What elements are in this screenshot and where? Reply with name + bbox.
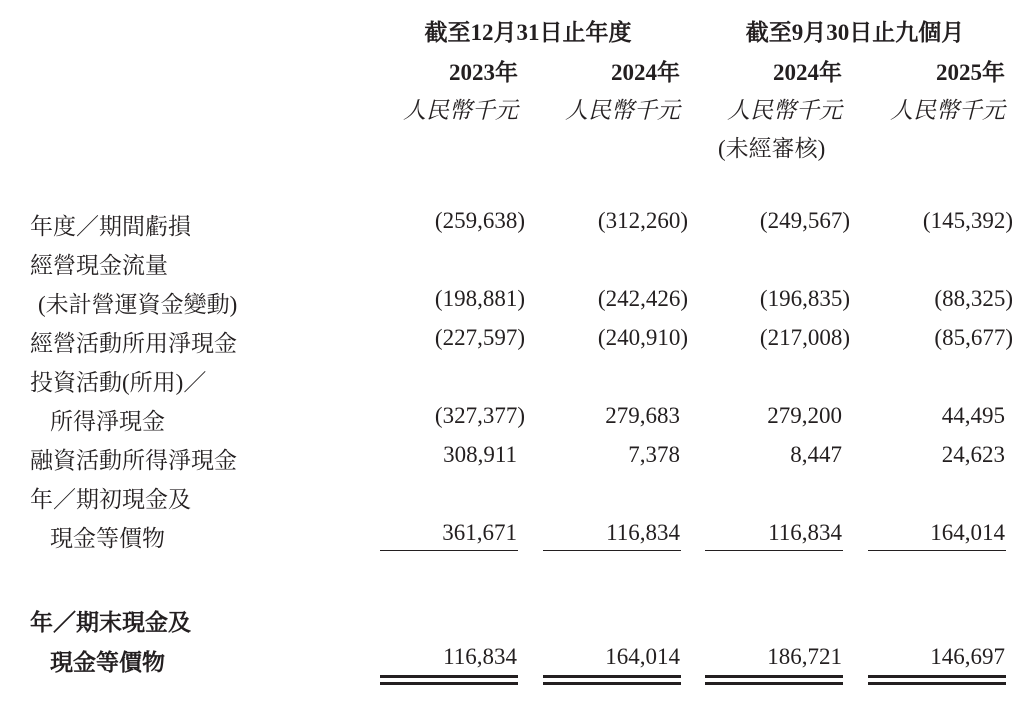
total-double-rule xyxy=(705,682,843,685)
row-label: 經營活動所用淨現金 xyxy=(30,331,237,356)
total-double-rule xyxy=(868,675,1006,678)
header-group-nine-months: 截至9月30日止九個月 xyxy=(745,20,965,45)
row-value: 24,623 xyxy=(941,442,1005,467)
total-double-rule xyxy=(543,682,681,685)
total-double-rule xyxy=(380,675,518,678)
row-label: 年／期初現金及 xyxy=(30,487,191,512)
row-value: 116,834 xyxy=(768,520,842,545)
row-value: (196,835) xyxy=(759,286,850,311)
row-value: 186,721 xyxy=(767,644,842,669)
row-label: 所得淨現金 xyxy=(50,409,165,434)
subtotal-rule xyxy=(705,550,843,551)
row-label: 融資活動所得淨現金 xyxy=(30,448,237,473)
header-unit-col3: 人民幣千元 xyxy=(727,98,842,123)
row-value: 44,495 xyxy=(941,403,1005,428)
row-value: 279,683 xyxy=(605,403,680,428)
row-value: (249,567) xyxy=(759,208,850,233)
row-value: (327,377) xyxy=(434,403,525,428)
row-value: 164,014 xyxy=(605,644,680,669)
header-year-col4: 2025年 xyxy=(936,60,1005,85)
total-double-rule xyxy=(380,682,518,685)
row-value: (217,008) xyxy=(759,325,850,350)
row-value: 8,447 xyxy=(790,442,842,467)
row-value: (198,881) xyxy=(434,286,525,311)
row-value: 164,014 xyxy=(930,520,1005,545)
subtotal-rule xyxy=(868,550,1006,551)
header-year-col1: 2023年 xyxy=(449,60,518,85)
row-label: 年度／期間虧損 xyxy=(30,214,191,239)
row-label: (未計營運資金變動) xyxy=(38,292,238,317)
row-value: 361,671 xyxy=(442,520,517,545)
header-unit-col1: 人民幣千元 xyxy=(403,98,518,123)
subtotal-rule xyxy=(380,550,518,551)
row-label: 投資活動(所用)／ xyxy=(30,370,207,395)
row-value: (312,260) xyxy=(597,208,688,233)
row-label: 現金等價物 xyxy=(50,526,165,551)
row-value: 308,911 xyxy=(443,442,517,467)
header-unaudited-note: (未經審核) xyxy=(718,136,826,161)
row-value: 146,697 xyxy=(930,644,1005,669)
row-value: 279,200 xyxy=(767,403,842,428)
header-unit-col4: 人民幣千元 xyxy=(890,98,1005,123)
row-value: (240,910) xyxy=(597,325,688,350)
row-value: (259,638) xyxy=(434,208,525,233)
row-label: 年／期末現金及 xyxy=(30,610,191,635)
row-value: 116,834 xyxy=(443,644,517,669)
row-label: 經營現金流量 xyxy=(30,253,168,278)
total-double-rule xyxy=(868,682,1006,685)
header-year-col2: 2024年 xyxy=(611,60,680,85)
header-year-col3: 2024年 xyxy=(773,60,842,85)
row-value: 116,834 xyxy=(606,520,680,545)
row-value: (85,677) xyxy=(934,325,1013,350)
row-value: (145,392) xyxy=(922,208,1013,233)
subtotal-rule xyxy=(543,550,681,551)
total-double-rule xyxy=(705,675,843,678)
row-value: (88,325) xyxy=(934,286,1013,311)
total-double-rule xyxy=(543,675,681,678)
row-value: 7,378 xyxy=(628,442,680,467)
header-unit-col2: 人民幣千元 xyxy=(565,98,680,123)
row-value: (242,426) xyxy=(597,286,688,311)
row-label: 現金等價物 xyxy=(50,650,165,675)
row-value: (227,597) xyxy=(434,325,525,350)
header-group-year-ended: 截至12月31日止年度 xyxy=(424,20,632,45)
